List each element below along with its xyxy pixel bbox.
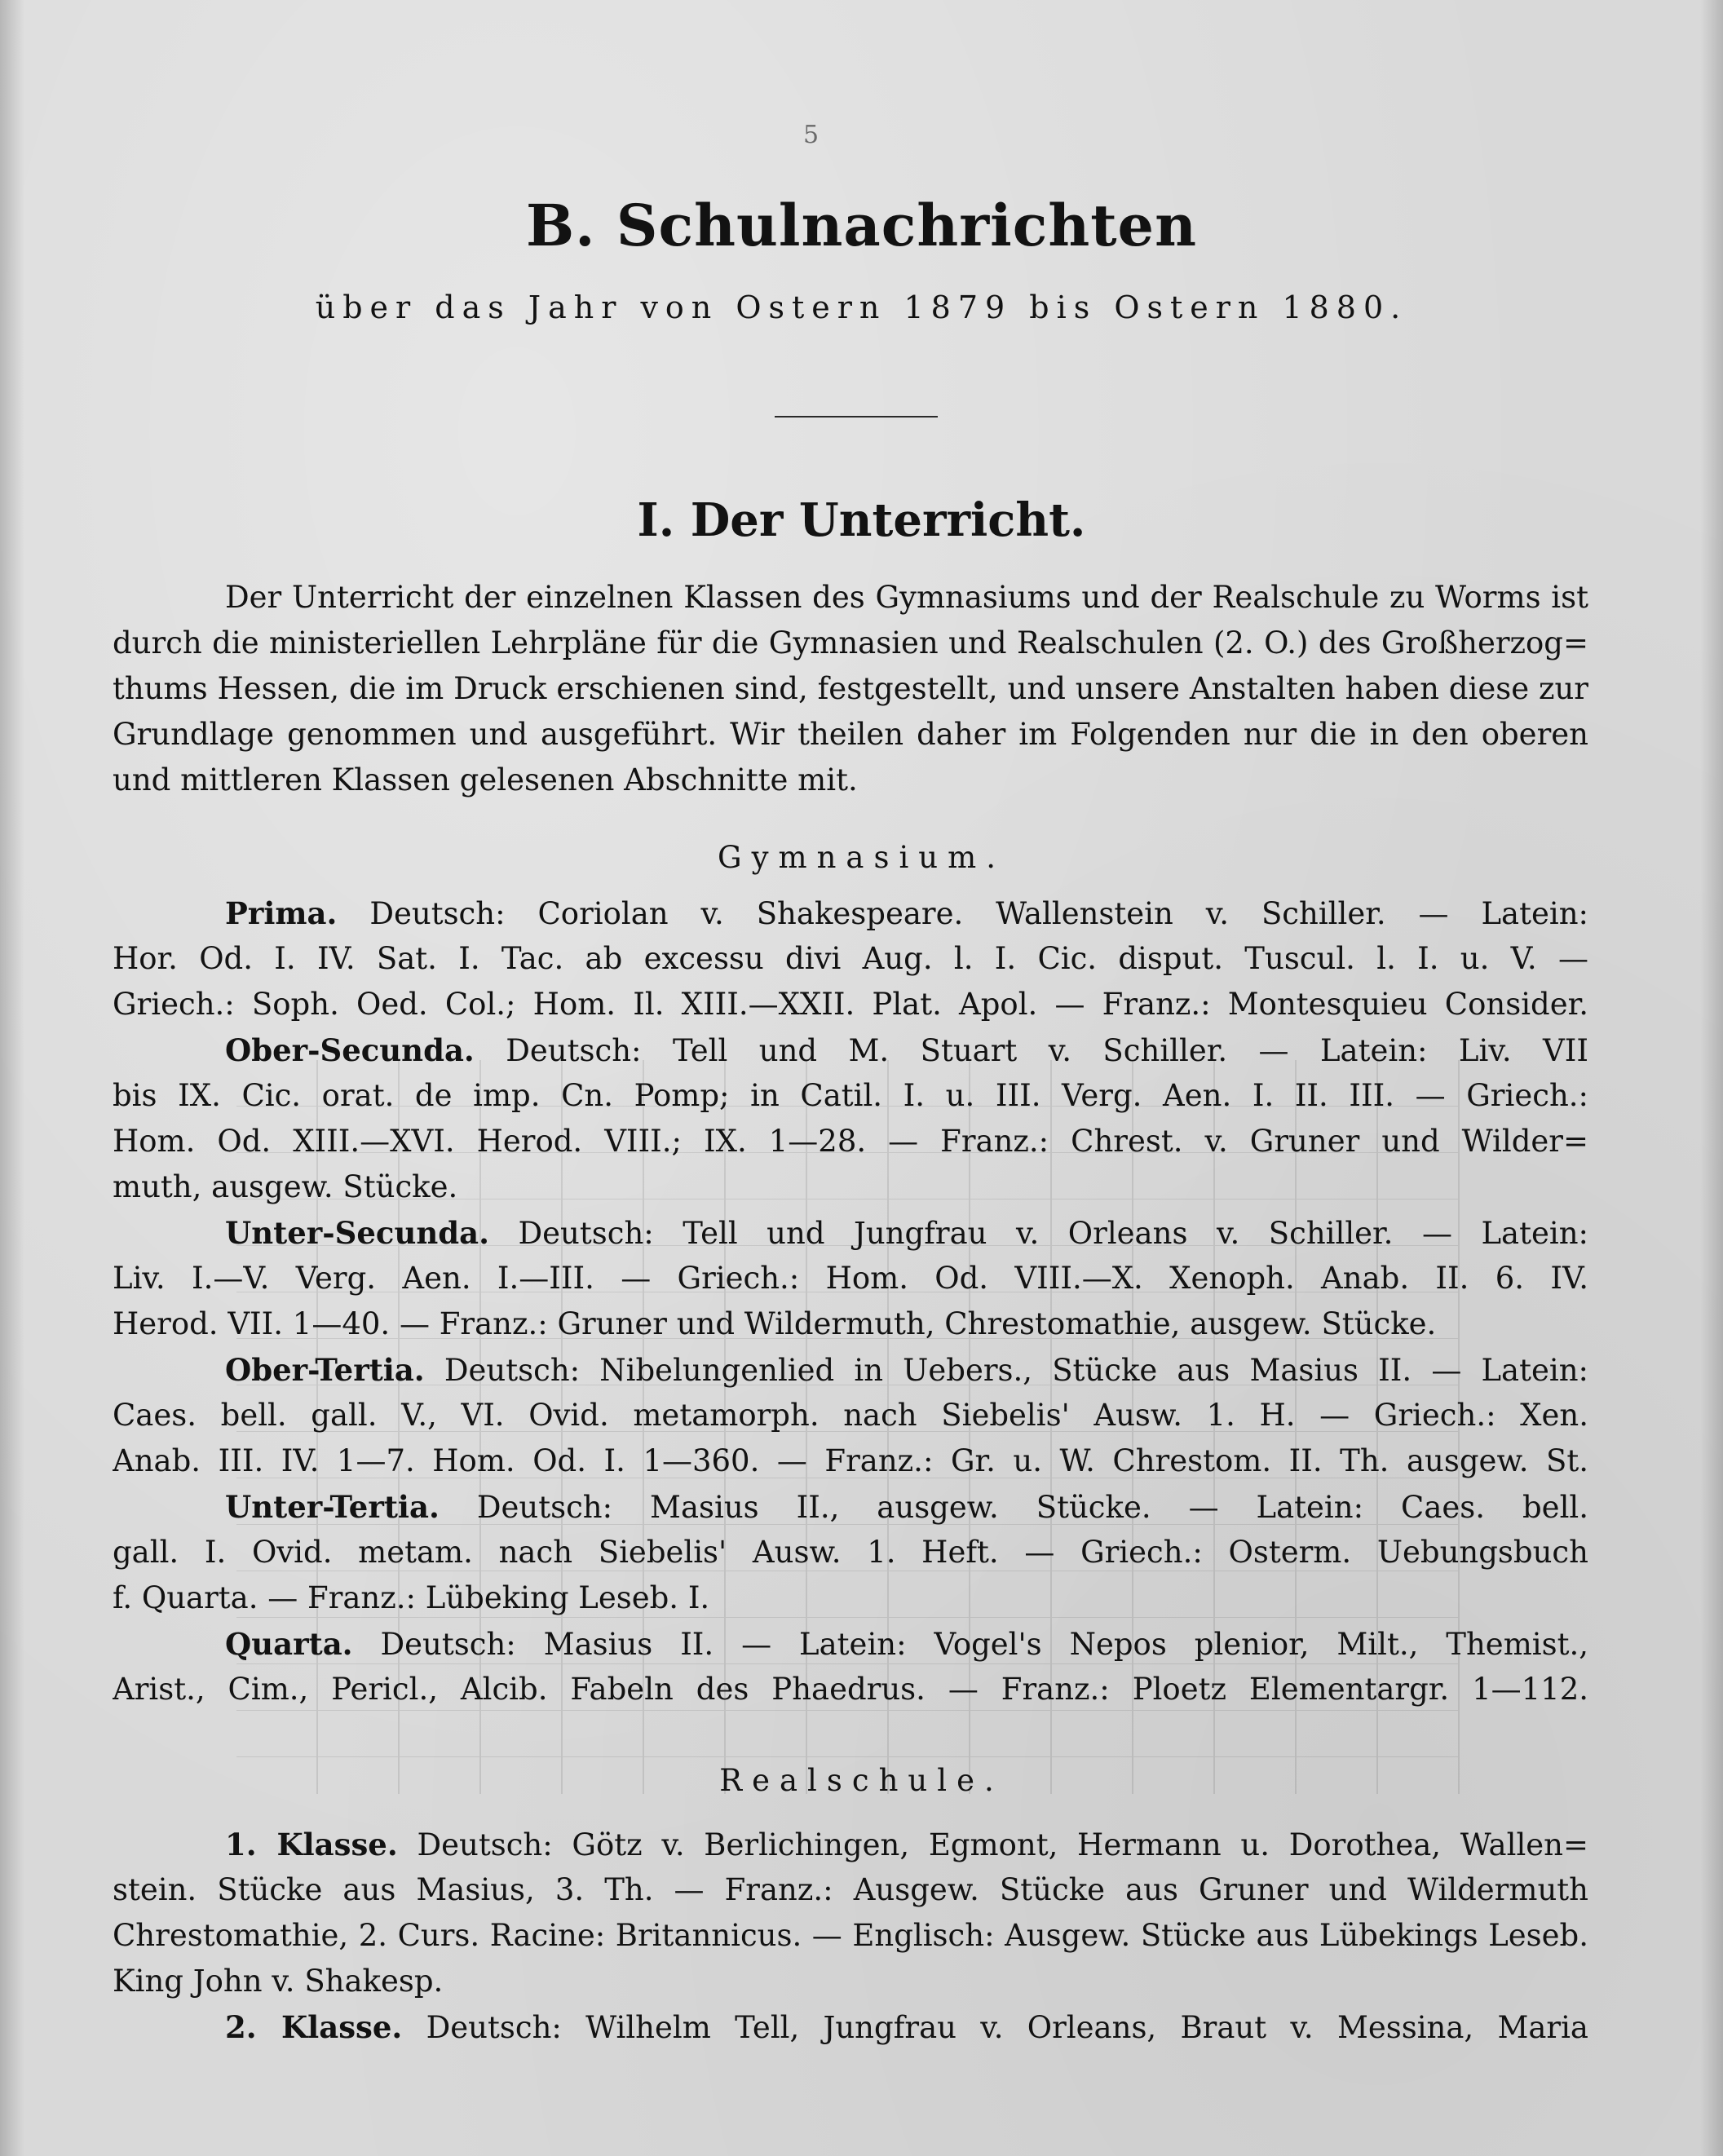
divider-rule (775, 416, 938, 418)
section-subtitle: über das Jahr von Ostern 1879 bis Ostern 1880. (315, 289, 1408, 325)
intro-paragraph (113, 575, 1588, 803)
class-name: Prima. (225, 895, 338, 931)
class-entry-unter-tertia (113, 1484, 1588, 1621)
class-line: stein. Stücke aus Masius, 3. Th. — Franz.: Ausgew. Stücke aus Gruner und Wildermuth (113, 1872, 1588, 1907)
class-name: Unter-Tertia. (225, 1489, 440, 1525)
class-name: Quarta. (225, 1626, 353, 1662)
class-line: Hom. Od. XIII.—XVI. Herod. VIII.; IX. 1—28. — Franz.: Chrest. v. Gruner und Wilder= (113, 1124, 1588, 1159)
class-first-line (113, 2004, 1588, 2050)
class-line: Hor. Od. I. IV. Sat. I. Tac. ab excessu divi Aug. l. I. Cic. disput. Tuscul. l. I. u. V. — (113, 941, 1588, 976)
class-line: bis IX. Cic. orat. de imp. Cn. Pomp; in Catil. I. u. III. Verg. Aen. I. II. III. — Griech.: (113, 1078, 1588, 1113)
class-line: Arist., Cim., Pericl., Alcib. Fabeln des Phaedrus. — Franz.: Ploetz Elementargr. 1—112. (113, 1672, 1588, 1707)
class-line-text: Deutsch: Wilhelm Tell, Jungfrau v. Orleans, Braut v. Messina, Maria (426, 2010, 1588, 2045)
class-line: f. Quarta. — Franz.: Lübeking Leseb. I. (113, 1580, 710, 1615)
class-entry-prima (113, 890, 1588, 1027)
class-line-text: Deutsch: Nibelungenlied in Uebers., Stücke aus Masius II. — Latein: (444, 1353, 1588, 1388)
class-first-line (113, 1822, 1588, 1867)
class-first-line (113, 1621, 1588, 1667)
class-name: 1. Klasse. (225, 1827, 398, 1862)
class-name: 2. Klasse. (225, 2009, 403, 2045)
class-line-text: Deutsch: Coriolan v. Shakespeare. Wallenstein v. Schiller. — Latein: (369, 896, 1588, 931)
class-line: Caes. bell. gall. V., VI. Ovid. metamorph. nach Siebelis' Ausw. 1. H. — Griech.: Xen. (113, 1398, 1588, 1433)
class-line: gall. I. Ovid. metam. nach Siebelis' Ausw. 1. Heft. — Griech.: Osterm. Uebungsbuch (113, 1535, 1588, 1570)
class-entry-klasse-1 (113, 1822, 1588, 2004)
class-line: muth, ausgew. Stücke. (113, 1169, 458, 1204)
chapter-title: I. Der Unterricht. (637, 493, 1086, 547)
class-line: Liv. I.—V. Verg. Aen. I.—III. — Griech.: Hom. Od. VIII.—X. Xenoph. Anab. II. 6. IV. (113, 1261, 1588, 1296)
class-entry-klasse-2 (113, 2004, 1588, 2050)
class-name: Unter-Secunda. (225, 1215, 489, 1251)
intro-line: thums Hessen, die im Druck erschienen sind, festgestellt, und unsere Anstalten haben diese zur (113, 671, 1588, 706)
class-first-line (113, 1027, 1588, 1073)
class-first-line (113, 890, 1588, 936)
class-line-text: Deutsch: Tell und Jungfrau v. Orleans v. Schiller. — Latein: (518, 1216, 1588, 1251)
class-line-text: Deutsch: Masius II. — Latein: Vogel's Nepos plenior, Milt., Themist., (380, 1627, 1588, 1662)
realschule-heading: Realschule. (719, 1763, 1004, 1798)
class-line: Herod. VII. 1—40. — Franz.: Gruner und Wildermuth, Chrestomathie, ausgew. Stücke. (113, 1306, 1437, 1341)
class-name: Ober-Secunda. (225, 1032, 475, 1068)
gymnasium-heading: Gymnasium. (718, 840, 1005, 875)
page-number: 5 (803, 121, 820, 149)
class-first-line (113, 1210, 1588, 1256)
class-entry-quarta (113, 1621, 1588, 1712)
class-line: Griech.: Soph. Oed. Col.; Hom. Il. XIII.—XXII. Plat. Apol. — Franz.: Montesquieu Consider. (113, 987, 1588, 1022)
intro-line: Der Unterricht der einzelnen Klassen des Gymnasiums und der Realschule zu Worms ist (225, 580, 1588, 615)
class-line-text: Deutsch: Masius II., ausgew. Stücke. — Latein: Caes. bell. (476, 1490, 1588, 1525)
class-line: Chrestomathie, 2. Curs. Racine: Britannicus. — Englisch: Ausgew. Stücke aus Lübekings Leseb. (113, 1918, 1588, 1953)
class-line: Anab. III. IV. 1—7. Hom. Od. I. 1—360. — Franz.: Gr. u. W. Chrestom. II. Th. ausgew. St. (113, 1443, 1588, 1478)
class-line: King John v. Shakesp. (113, 1964, 444, 1999)
intro-line: und mittleren Klassen gelesenen Abschnitte mit. (113, 762, 858, 797)
class-first-line (113, 1484, 1588, 1530)
class-entry-ober-tertia (113, 1347, 1588, 1484)
intro-line: durch die ministeriellen Lehrpläne für die Gymnasien und Realschulen (2. O.) des Großherzog= (113, 625, 1588, 660)
intro-line: Grundlage genommen und ausgeführt. Wir theilen daher im Folgenden nur die in den oberen (113, 717, 1588, 752)
class-line-text: Deutsch: Götz v. Berlichingen, Egmont, Hermann u. Dorothea, Wallen= (417, 1827, 1588, 1862)
class-line-text: Deutsch: Tell und M. Stuart v. Schiller. — Latein: Liv. VII (506, 1033, 1588, 1068)
section-title: B. Schulnachrichten (526, 192, 1197, 259)
class-name: Ober-Tertia. (225, 1352, 425, 1388)
class-first-line (113, 1347, 1588, 1393)
class-entry-unter-secunda (113, 1210, 1588, 1347)
class-entry-ober-secunda (113, 1027, 1588, 1210)
